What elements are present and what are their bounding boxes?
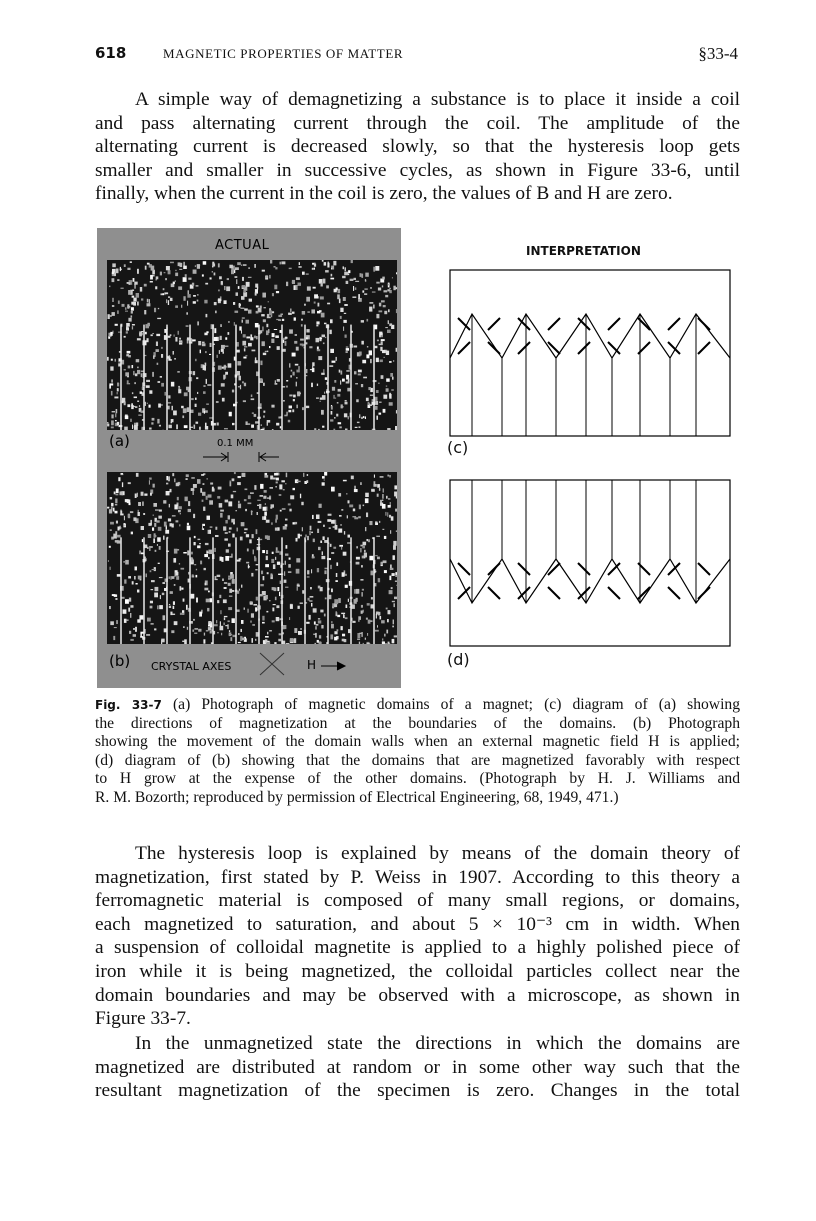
- text-line: magnetized are distributed at random or in some other way such that the: [95, 1056, 740, 1078]
- scale-label: 0.1 MM: [217, 438, 254, 449]
- text-line: ferromagnetic material is composed of many small regions, or domains,: [95, 890, 740, 912]
- panel-label-c: (c): [447, 438, 469, 457]
- text-line: finally, when the current in the coil is zero, the values of B and H are zero.: [95, 183, 673, 205]
- section-number: §33-4: [698, 44, 738, 63]
- diagram-d: [444, 476, 734, 652]
- actual-label: ACTUAL: [215, 238, 270, 253]
- caption-line: to H grow at the expense of the other domains. (Photograph by H. J. Williams and: [95, 770, 740, 788]
- diagram-d-frame: [450, 480, 730, 646]
- caption-line: Fig. 33-7 (a) Photograph of magnetic domains of a magnet; (c) diagram of (a) showing: [95, 696, 740, 713]
- photo-panel-a: [107, 260, 397, 430]
- paragraph-unmagnetized: [95, 1032, 740, 1103]
- page-number: 618: [95, 44, 127, 62]
- panel-label-b: (b): [109, 652, 131, 670]
- domain-photograph: [97, 228, 401, 688]
- caption-line: (d) diagram of (b) showing that the domains that are magnetized favorably with respect: [95, 751, 740, 769]
- text-line: Figure 33-7.: [95, 1008, 191, 1030]
- field-label: H: [307, 658, 317, 672]
- text-line: each magnetized to saturation, and about 5 × 10⁻³ cm in width. When: [95, 913, 740, 935]
- caption-line: the directions of magnetization at the boundaries of the domains. (b) Photograph: [95, 714, 740, 732]
- figure-label: Fig. 33-7: [95, 698, 162, 712]
- figure-caption: [95, 696, 740, 808]
- text-line: alternating current is decreased slowly, so that the hysteresis loop gets: [95, 136, 740, 158]
- paragraph-demagnetizing: [95, 88, 740, 206]
- text-line: magnetization, first stated by P. Weiss in 1907. According to this theory a: [95, 866, 740, 888]
- diagram-c-frame: [450, 270, 730, 436]
- domain-texture-b: [107, 472, 397, 644]
- crystal-axes-icon: [257, 650, 287, 678]
- caption-line: showing the movement of the domain walls when an external magnetic field H is applied;: [95, 733, 740, 751]
- running-header: [95, 44, 740, 66]
- crystal-axes-label: CRYSTAL AXES: [151, 660, 232, 673]
- panel-label-d: (d): [447, 650, 470, 669]
- interpretation-label: INTERPRETATION: [526, 244, 641, 258]
- text-line: A simple way of demagnetizing a substance is to place it inside a coil: [135, 89, 740, 110]
- caption-line: R. M. Bozorth; reproduced by permission of Electrical Engineering, 68, 1949, 471.): [95, 788, 619, 806]
- running-title: MAGNETIC PROPERTIES OF MATTER: [163, 46, 404, 61]
- panel-label-a: (a): [109, 432, 130, 450]
- text-line: domain boundaries and may be observed with a microscope, as shown in: [95, 984, 740, 1006]
- text-line: iron while it is being magnetized, the colloidal particles collect near the: [95, 960, 740, 982]
- field-arrow-icon: [319, 660, 349, 672]
- diagram-c: [444, 266, 734, 442]
- text-line: The hysteresis loop is explained by means of the domain theory of: [135, 843, 740, 864]
- paragraph-domain-theory: [95, 842, 740, 1031]
- text-line: and pass alternating current through the coil. The amplitude of the: [95, 112, 740, 134]
- text-line: smaller and smaller in successive cycles, as shown in Figure 33-6, until: [95, 159, 740, 181]
- text-line: resultant magnetization of the specimen is zero. Changes in the total: [95, 1080, 740, 1102]
- text-line: In the unmagnetized state the directions in which the domains are: [135, 1033, 740, 1054]
- domain-texture-a: [107, 260, 397, 430]
- scale-bar-icon: [201, 450, 281, 464]
- text-line: a suspension of colloidal magnetite is applied to a highly polished piece of: [95, 937, 740, 959]
- photo-panel-b: [107, 472, 397, 644]
